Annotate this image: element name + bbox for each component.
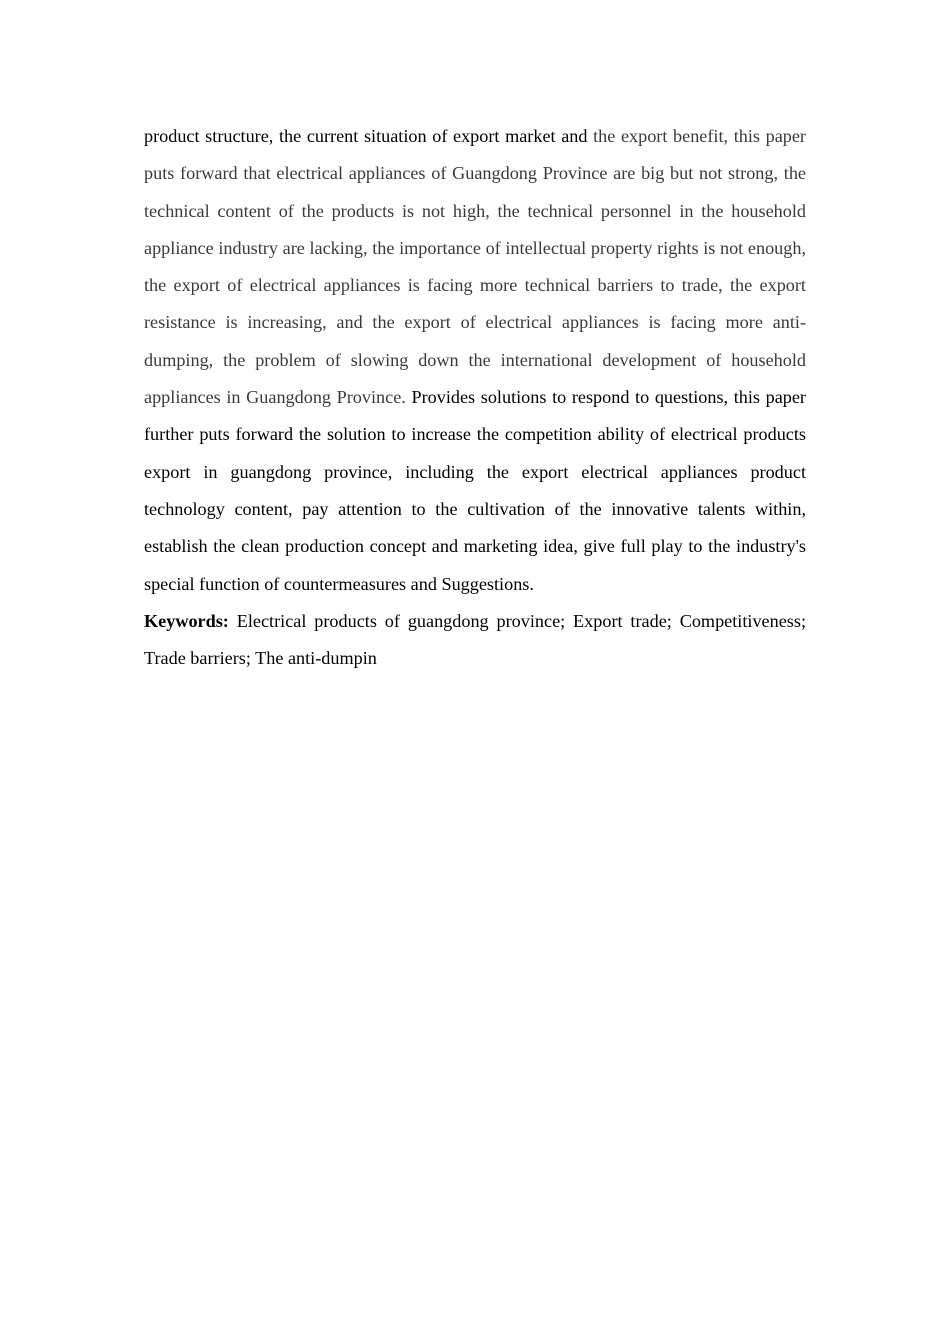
keywords-paragraph (144, 603, 806, 678)
abstract-paragraph (144, 118, 806, 603)
abstract-text-segment-1: product structure, the current situation of export market and (144, 126, 588, 146)
keywords-label: Keywords: (144, 610, 229, 631)
abstract-text-segment-2: the export benefit, this paper puts forward that electrical appliances of Guangdong Province are big but not strong, the technical content of the products is not high, the technical personnel in the household appliance industry are lacking, the importance of intellectual property rights is not enough, the export of electrical appliances is facing more technical barriers to trade, the export resistance is increasing, and the export of electrical appliances is facing more anti-dumping, the problem of slowing down the international development of household appliances in Guangdong Province. (144, 126, 806, 408)
keywords-text: Electrical products of guangdong province; Export trade; Competitiveness; Trade barriers; The anti-dumpin (144, 610, 806, 669)
abstract-body (144, 118, 806, 677)
abstract-text-segment-3: Provides solutions to respond to questions, this paper further puts forward the solution to increase the competition ability of electrical products export in guangdong province, including the export electrical appliances product technology content, pay attention to the cultivation of the innovative talents within, establish the clean production concept and marketing idea, give full play to the industry's special function of countermeasures and Suggestions. (144, 387, 806, 594)
